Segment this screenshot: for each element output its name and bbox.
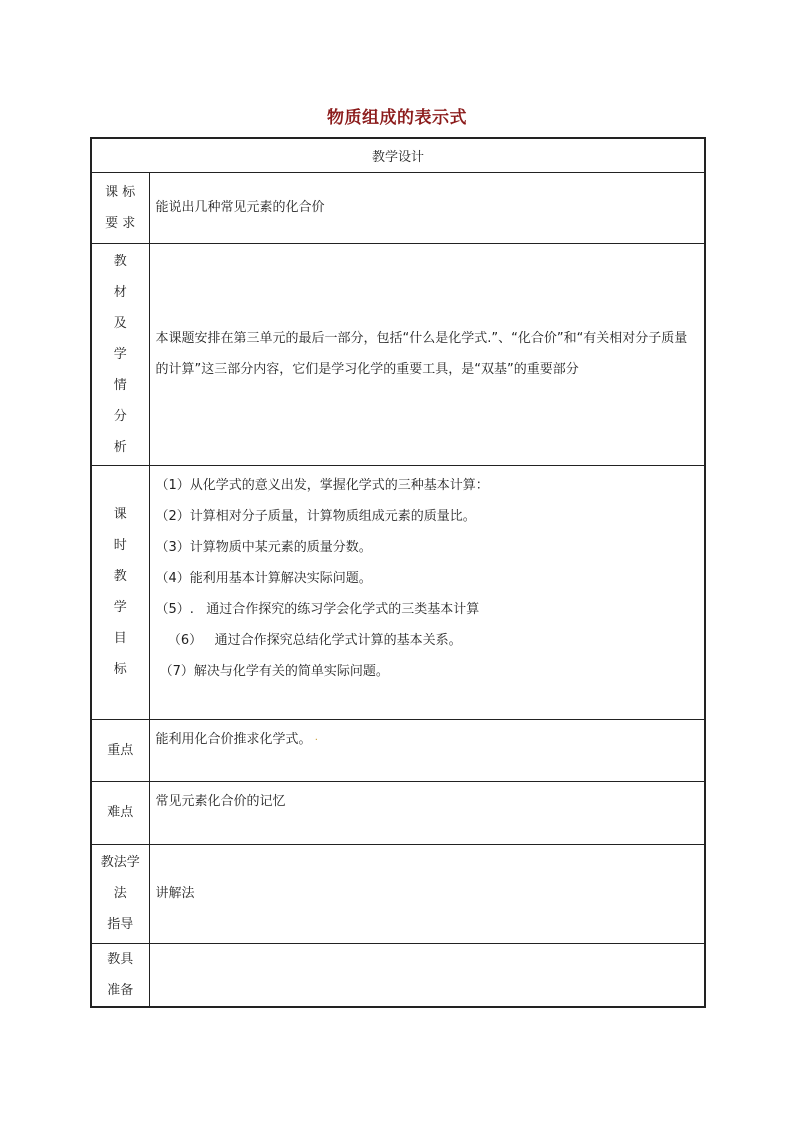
label-analysis [91, 243, 149, 465]
stray-mark-icon: · [311, 734, 318, 746]
label-line: 指导 [107, 917, 134, 932]
row-key-point [91, 719, 705, 781]
label-line: 法 [113, 886, 127, 901]
label-line: 教 [113, 253, 127, 269]
label-line: 课 标 [105, 184, 136, 200]
label-key-point: 重点 [91, 719, 149, 781]
label-line: 材 [113, 284, 127, 300]
goal-item: （2）计算相对分子质量，计算物质组成元素的质量比。 [155, 508, 476, 524]
content-key-point [149, 719, 705, 781]
content-analysis: 本课题安排在第三单元的最后一部分，包括“什么是化学式.”、“化合价”和“有关相对分子质量的计算”这三部分内容，它们是学习化学的重要工具，是“双基”的重要部分 [149, 243, 705, 465]
label-line: 教具 [107, 951, 134, 967]
label-line: 分 [113, 408, 127, 424]
lesson-plan-table [90, 137, 706, 1008]
row-tools [91, 943, 705, 1007]
content-goals [149, 465, 705, 719]
content-standards: 能说出几种常见元素的化合价 [149, 172, 705, 243]
label-line: 及 [113, 315, 127, 331]
key-point-text: 能利用化合价推求化学式。 [155, 731, 312, 747]
label-line: 标 [113, 662, 127, 677]
label-line: 情 [113, 377, 127, 393]
row-analysis [91, 243, 705, 465]
table-header-row [91, 138, 705, 172]
goal-item: （1）从化学式的意义出发，掌握化学式的三种基本计算： [155, 477, 489, 493]
label-standards [91, 172, 149, 243]
label-goals [91, 465, 149, 719]
goal-item: （6） 通过合作探究总结化学式计算的基本关系。 [155, 632, 462, 648]
label-tools [91, 943, 149, 1007]
row-difficulty [91, 781, 705, 844]
label-method [91, 844, 149, 943]
goal-item: （5）. 通过合作探究的练习学会化学式的三类基本计算 [155, 601, 480, 617]
content-tools [149, 943, 705, 1007]
label-line: 学 [113, 346, 127, 362]
label-line: 准备 [107, 982, 134, 998]
content-method: 讲解法 [149, 844, 705, 943]
label-line: 课 [113, 507, 127, 522]
goal-item: （4）能利用基本计算解决实际问题。 [155, 570, 372, 586]
label-difficulty: 难点 [91, 781, 149, 844]
goal-item: （7）解决与化学有关的简单实际问题。 [155, 663, 389, 679]
row-method [91, 844, 705, 943]
label-line: 教 [113, 569, 127, 584]
goal-item: （3）计算物质中某元素的质量分数。 [155, 539, 372, 555]
content-difficulty: 常见元素化合价的记忆 [149, 781, 705, 844]
row-standards [91, 172, 705, 243]
label-line: 学 [113, 600, 127, 615]
row-goals [91, 465, 705, 719]
table-header: 教学设计 [91, 138, 705, 172]
label-line: 要 求 [105, 215, 136, 231]
document-title: 物质组成的表示式 [327, 108, 467, 128]
label-line: 教法学 [100, 855, 140, 870]
label-line: 时 [113, 538, 127, 553]
label-line: 析 [113, 439, 127, 455]
label-line: 目 [113, 631, 127, 646]
